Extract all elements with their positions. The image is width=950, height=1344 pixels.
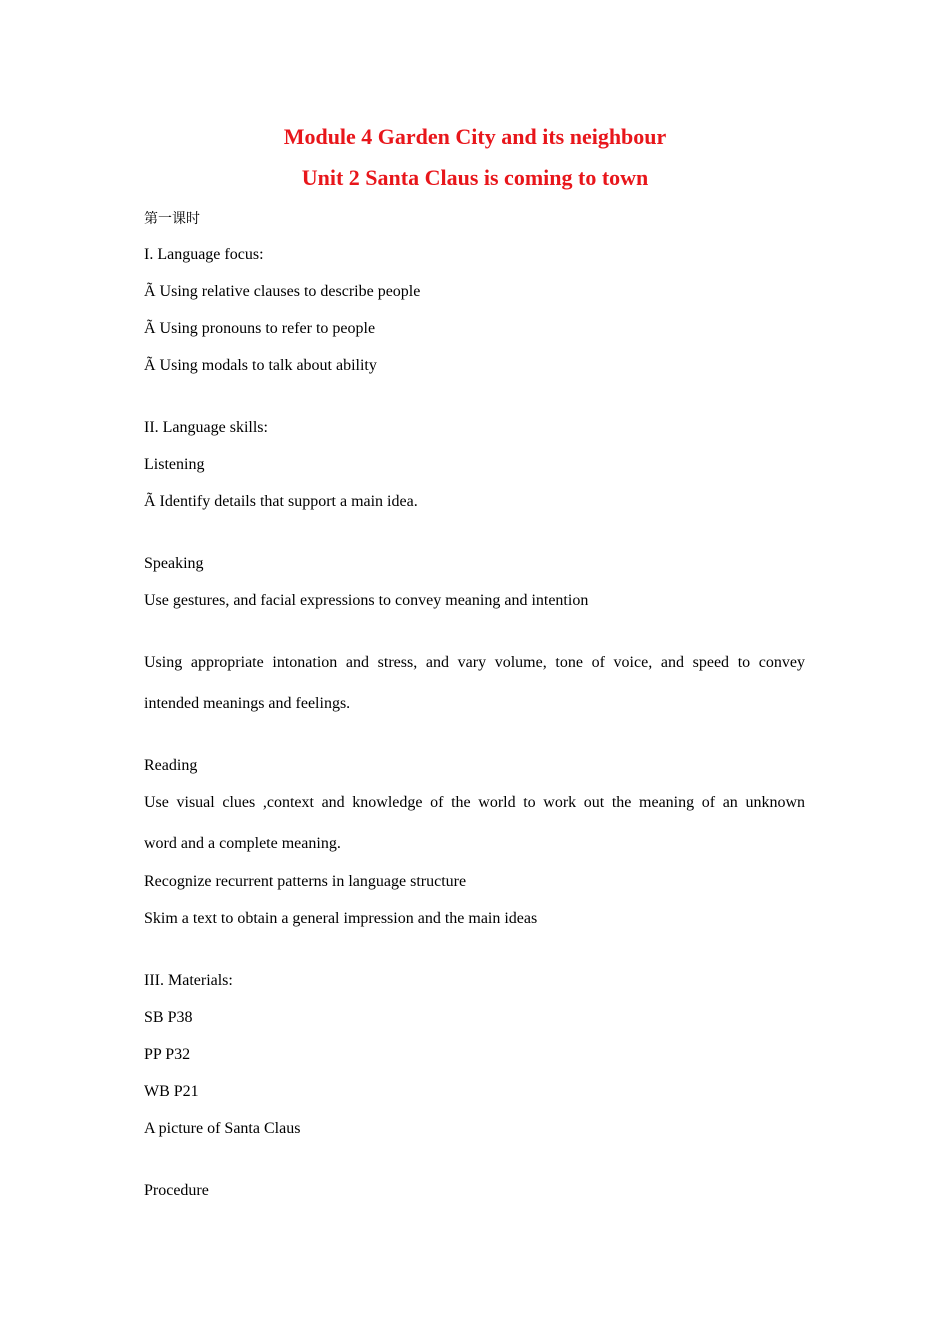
reading-line: Recognize recurrent patterns in language structure — [144, 873, 467, 890]
module-title: Module 4 Garden City and its neighbour — [283, 124, 667, 149]
language-skills-heading: II. Language skills: — [144, 419, 268, 436]
listening-item: Ã Identify details that support a main idea. — [144, 493, 418, 510]
listening-heading: Listening — [144, 456, 205, 473]
reading-line: Skim a text to obtain a general impression and the main ideas — [144, 910, 538, 927]
unit-subtitle: Unit 2 Santa Claus is coming to town — [301, 165, 649, 190]
reading-paragraph-line: word and a complete meaning. — [144, 835, 341, 852]
materials-item: WB P21 — [144, 1083, 199, 1100]
speaking-heading: Speaking — [144, 555, 204, 572]
language-focus-heading: I. Language focus: — [144, 246, 264, 263]
lesson-label: 第一课时 — [144, 211, 200, 227]
materials-item: PP P32 — [144, 1046, 191, 1063]
speaking-line: Use gestures, and facial expressions to convey meaning and intention — [144, 592, 589, 609]
materials-item: A picture of Santa Claus — [144, 1120, 301, 1137]
language-focus-item: Ã Using relative clauses to describe people — [144, 283, 421, 300]
reading-heading: Reading — [144, 757, 198, 774]
speaking-paragraph-line: intended meanings and feelings. — [144, 695, 351, 712]
language-focus-item: Ã Using modals to talk about ability — [144, 357, 377, 374]
materials-heading: III. Materials: — [144, 972, 233, 989]
speaking-paragraph-line: Using appropriate intonation and stress, and vary volume, tone of voice, and speed to convey — [144, 654, 805, 671]
materials-item: SB P38 — [144, 1009, 193, 1026]
language-focus-item: Ã Using pronouns to refer to people — [144, 320, 376, 337]
procedure-heading: Procedure — [144, 1182, 209, 1199]
reading-paragraph-line: Use visual clues ,context and knowledge of the world to work out the meaning of an unknown — [144, 794, 805, 811]
